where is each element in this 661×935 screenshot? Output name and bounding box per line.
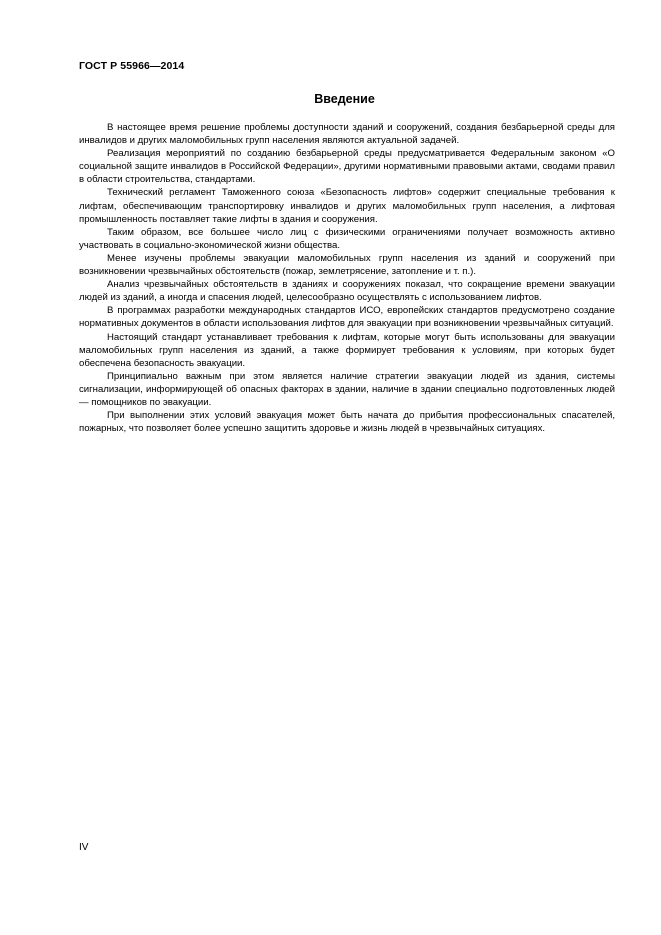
paragraph: Менее изучены проблемы эвакуации маломобильных групп населения из зданий и сооружений при возникновении чрезвычайных обстоятельств (пожар, землетрясение, затопление и т. п.). bbox=[79, 252, 615, 278]
document-header: ГОСТ Р 55966—2014 bbox=[79, 60, 185, 72]
paragraph: При выполнении этих условий эвакуация может быть начата до прибытия профессиональных спасателей, пожарных, что позволяет более успешно защитить здоровье и жизнь людей в чрезвычайных ситуациях. bbox=[79, 410, 615, 435]
paragraph: Настоящий стандарт устанавливает требования к лифтам, которые могут быть использованы для эвакуации маломобильных групп населения из зданий, а также формирует требования к условиям, при которых будет обеспечена безопасность эвакуации. bbox=[79, 331, 615, 369]
paragraph: Таким образом, все большее число лиц с физическими ограничениями получает возможность активно участвовать в социально-экономической жизни общества. bbox=[79, 226, 615, 251]
paragraph: Технический регламент Таможенного союза «Безопасность лифтов» содержит специальные требования к лифтам, обеспечивающим транспортировку инвалидов и других маломобильных групп населения, а лифтовая промышленность поставляет такие лифты в здания и сооружения. bbox=[79, 187, 615, 225]
page-number: IV bbox=[79, 842, 89, 853]
paragraph: Анализ чрезвычайных обстоятельств в зданиях и сооружениях показал, что сокращение времени эвакуации людей из зданий, а иногда и спасения людей, целесообразно осуществлять с использованием лифтов. bbox=[79, 279, 615, 304]
body-text bbox=[79, 121, 615, 435]
paragraph: В настоящее время решение проблемы доступности зданий и сооружений, создания безбарьерной среды для инвалидов и других маломобильных групп населения являются актуальной задачей. bbox=[79, 122, 615, 147]
paragraph: Реализация мероприятий по созданию безбарьерной среды предусматривается Федеральным законом «О социальной защите инвалидов в Российской Федерации», другими нормативными правовыми актами, сводами правил в области строительства, стандартами. bbox=[79, 148, 615, 186]
paragraph: Принципиально важным при этом является наличие стратегии эвакуации людей из здания, системы сигнализации, информирующей об опасных факторах в здании, наличие в здании специально подготовленных людей — помощников по эвакуации. bbox=[79, 370, 615, 408]
paragraph: В программах разработки международных стандартов ИСО, европейских стандартов предусмотрено создание нормативных документов в области использования лифтов для эвакуации при возникновении чрезвычайных ситуаций. bbox=[79, 305, 615, 330]
section-title: Введение bbox=[314, 92, 375, 106]
